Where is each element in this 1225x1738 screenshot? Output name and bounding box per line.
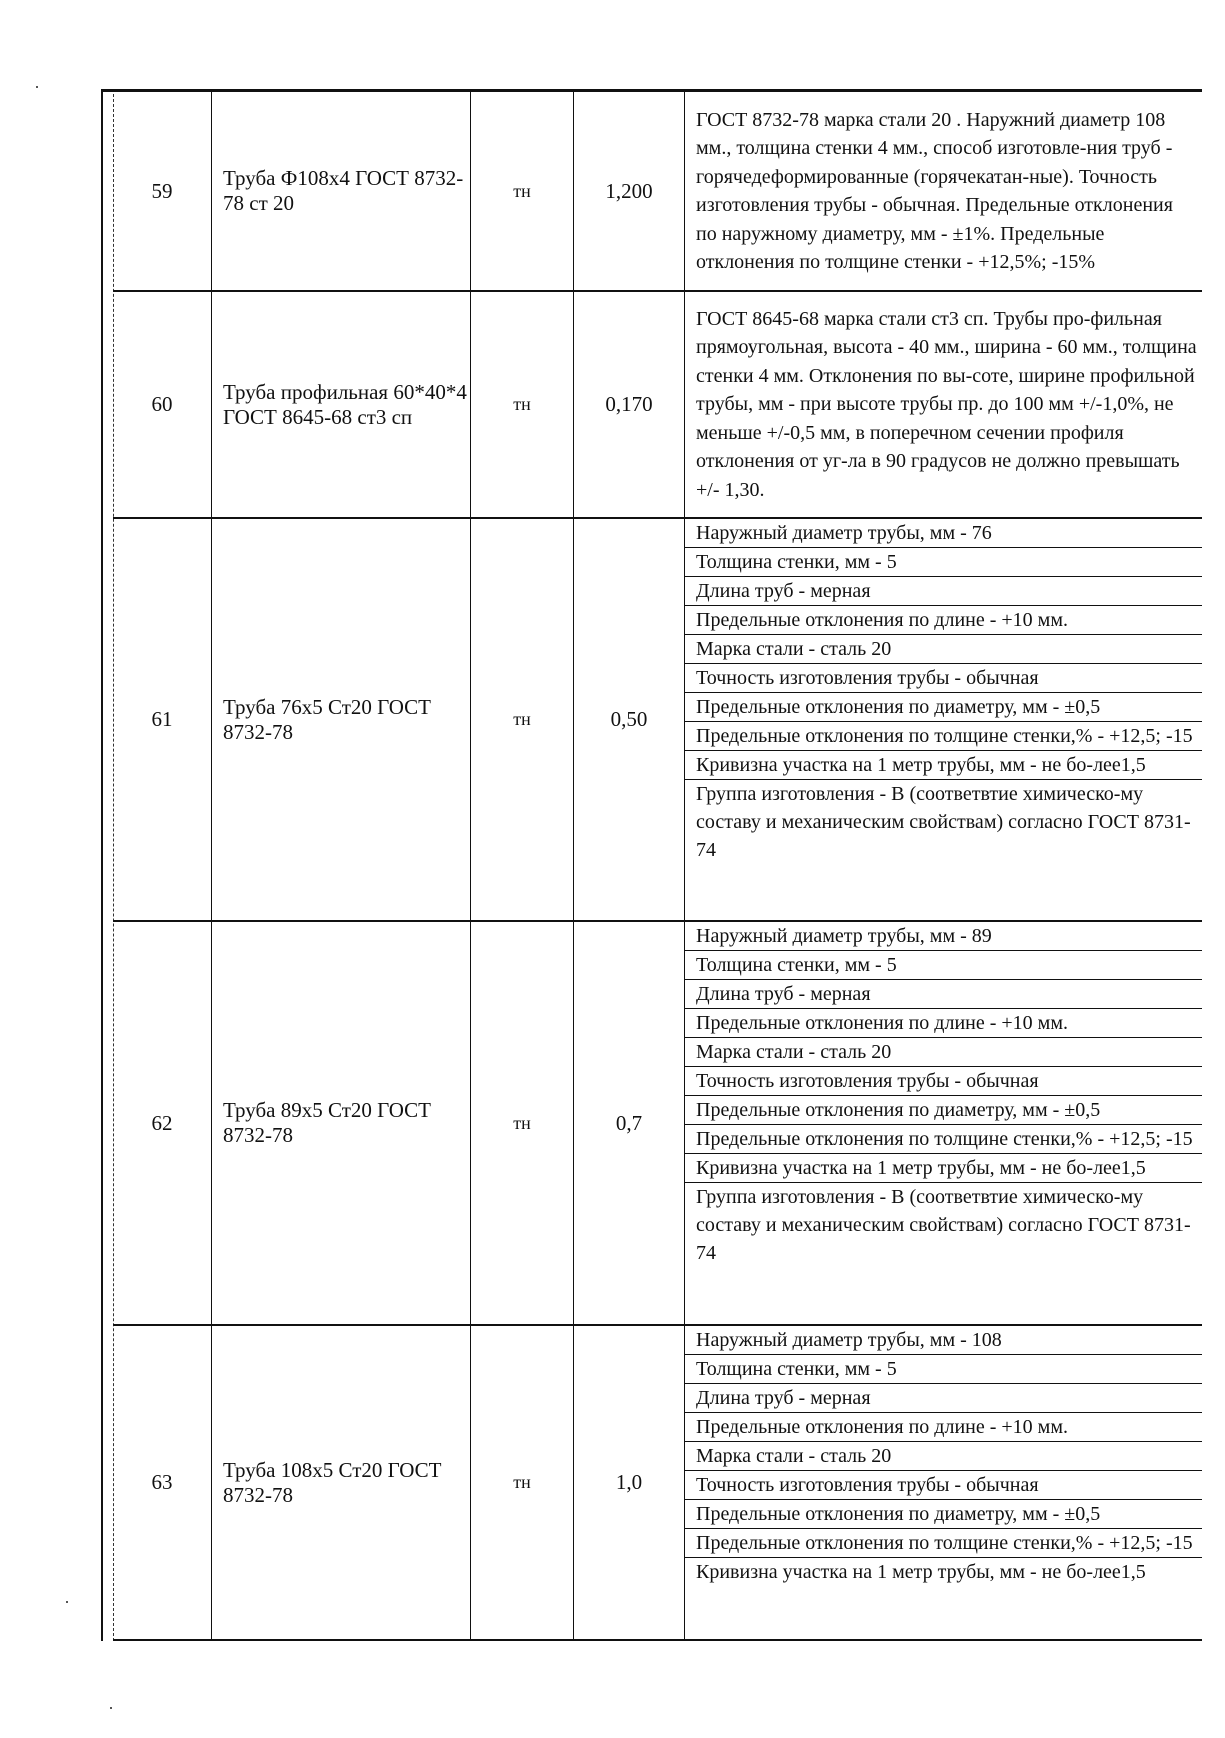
item-name: Труба профильная 60*40*4 ГОСТ 8645-68 ст3 сп [223,379,467,429]
spec-item: Точность изготовления трубы - обычная [685,664,1202,693]
quantity-cell: 0,50 [573,519,684,920]
spec-item: Предельные отклонения по диаметру, мм - ±0,5 [685,1500,1202,1529]
row-number: 61 [151,707,173,731]
table-row [113,519,1202,922]
row-number: 59 [151,178,173,203]
spec-list [684,922,1202,1324]
spec-item: Предельные отклонения по длине - +10 мм. [685,1413,1202,1442]
item-name: Труба 76х5 Ст20 ГОСТ 8732-78 [223,694,432,744]
item-name-cell [211,1326,470,1639]
unit-cell: тн [470,92,573,290]
scan-speck [110,1707,112,1709]
spec-item: Предельные отклонения по толщине стенки,% - +12,5; -15 [685,1529,1202,1558]
spec-list [684,519,1202,920]
spec-item: Кривизна участка на 1 метр трубы, мм - не бо-лее1,5 [685,1154,1202,1183]
spec-item: Группа изготовления - В (соответвтие химическо-му составу и механическим свойствам) согласно ГОСТ 8731-74 [696,1186,1191,1264]
spec-item: Длина труб - мерная [685,1384,1202,1413]
item-name-cell [211,92,470,290]
spec-text: ГОСТ 8732-78 марка стали 20 . Наружний диаметр 108 мм., толщина стенки 4 мм., способ изготовле-ния труб - горячедеформированные (горячекатан-ные). Точность изготовления трубы - обычная. Предельные отклонения по наружному диаметру, мм - ±1%. Предельные отклонения по толщине стенки - +12,5%; -15% [696,108,1173,273]
spec-item: Предельные отклонения по толщине стенки,% - +12,5; -15 [685,1125,1202,1154]
spec-item: Толщина стенки, мм - 5 [685,1355,1202,1384]
row-number: 60 [151,392,173,416]
spec-item: Точность изготовления трубы - обычная [685,1067,1202,1096]
spec-item: Наружный диаметр трубы, мм - 76 [685,519,1202,548]
quantity-cell: 0,170 [573,292,684,517]
unit-cell: тн [470,292,573,517]
spec-item: Марка стали - сталь 20 [685,1442,1202,1471]
spec-item: Предельные отклонения по диаметру, мм - ±0,5 [685,1096,1202,1125]
spec-item: Предельные отклонения по длине - +10 мм. [685,606,1202,635]
scan-speck [36,86,38,88]
quantity-cell: 1,200 [573,92,684,290]
spec-item: Предельные отклонения по диаметру, мм - ±0,5 [685,693,1202,722]
unit-cell: тн [470,519,573,920]
table-outer-border [101,89,103,1641]
item-name: Труба Ф108х4 ГОСТ 8732-78 ст 20 [223,166,464,215]
row-number: 62 [151,1110,173,1135]
spec-list [684,1326,1202,1639]
spec-item: Кривизна участка на 1 метр трубы, мм - не бо-лее1,5 [696,1561,1146,1583]
spec-item: Предельные отклонения по толщине стенки,% - +12,5; -15 [685,722,1202,751]
unit-cell: тн [470,1326,573,1639]
spec-item: Наружный диаметр трубы, мм - 89 [685,922,1202,951]
scan-speck [66,1601,68,1603]
spec-item: Марка стали - сталь 20 [685,635,1202,664]
table-row [113,92,1202,292]
table-row [113,292,1202,519]
quantity-cell: 0,7 [573,922,684,1324]
pipe-spec-table [101,89,1202,1641]
item-name: Труба 108х5 Ст20 ГОСТ 8732-78 [223,1457,442,1507]
spec-item: Кривизна участка на 1 метр трубы, мм - не бо-лее1,5 [685,751,1202,780]
item-name-cell [211,519,470,920]
row-number: 63 [151,1470,173,1494]
spec-text: ГОСТ 8645-68 марка стали ст3 сп. Трубы про-фильная прямоугольная, высота - 40 мм., ширина - 60 мм., толщина стенки 4 мм. Отклонения по вы-соте, ширине профильной трубы, мм - при высоте трубы пр. до 100 мм +/-1,0%, не меньше +/-0,5 мм, в поперечном сечении профиля отклонения от уг-ла в 90 градусов не должно превышать +/- 1,30. [696,307,1197,501]
spec-item: Толщина стенки, мм - 5 [685,548,1202,577]
spec-item: Предельные отклонения по длине - +10 мм. [685,1009,1202,1038]
spec-item: Марка стали - сталь 20 [685,1038,1202,1067]
unit-cell: тн [470,922,573,1324]
table-row [113,1326,1202,1641]
spec-item: Точность изготовления трубы - обычная [685,1471,1202,1500]
spec-item: Толщина стенки, мм - 5 [685,951,1202,980]
spec-cell [684,292,1202,517]
spec-item: Группа изготовления - В (соответвтие химическо-му составу и механическим свойствам) согласно ГОСТ 8731-74 [696,783,1191,861]
spec-item: Наружный диаметр трубы, мм - 108 [685,1326,1202,1355]
item-name-cell [211,922,470,1324]
item-name: Труба 89х5 Ст20 ГОСТ 8732-78 [223,1098,432,1147]
spec-cell [684,92,1202,290]
spec-item: Длина труб - мерная [685,980,1202,1009]
table-row [113,922,1202,1326]
spec-item: Длина труб - мерная [685,577,1202,606]
quantity-cell: 1,0 [573,1326,684,1639]
item-name-cell [211,292,470,517]
